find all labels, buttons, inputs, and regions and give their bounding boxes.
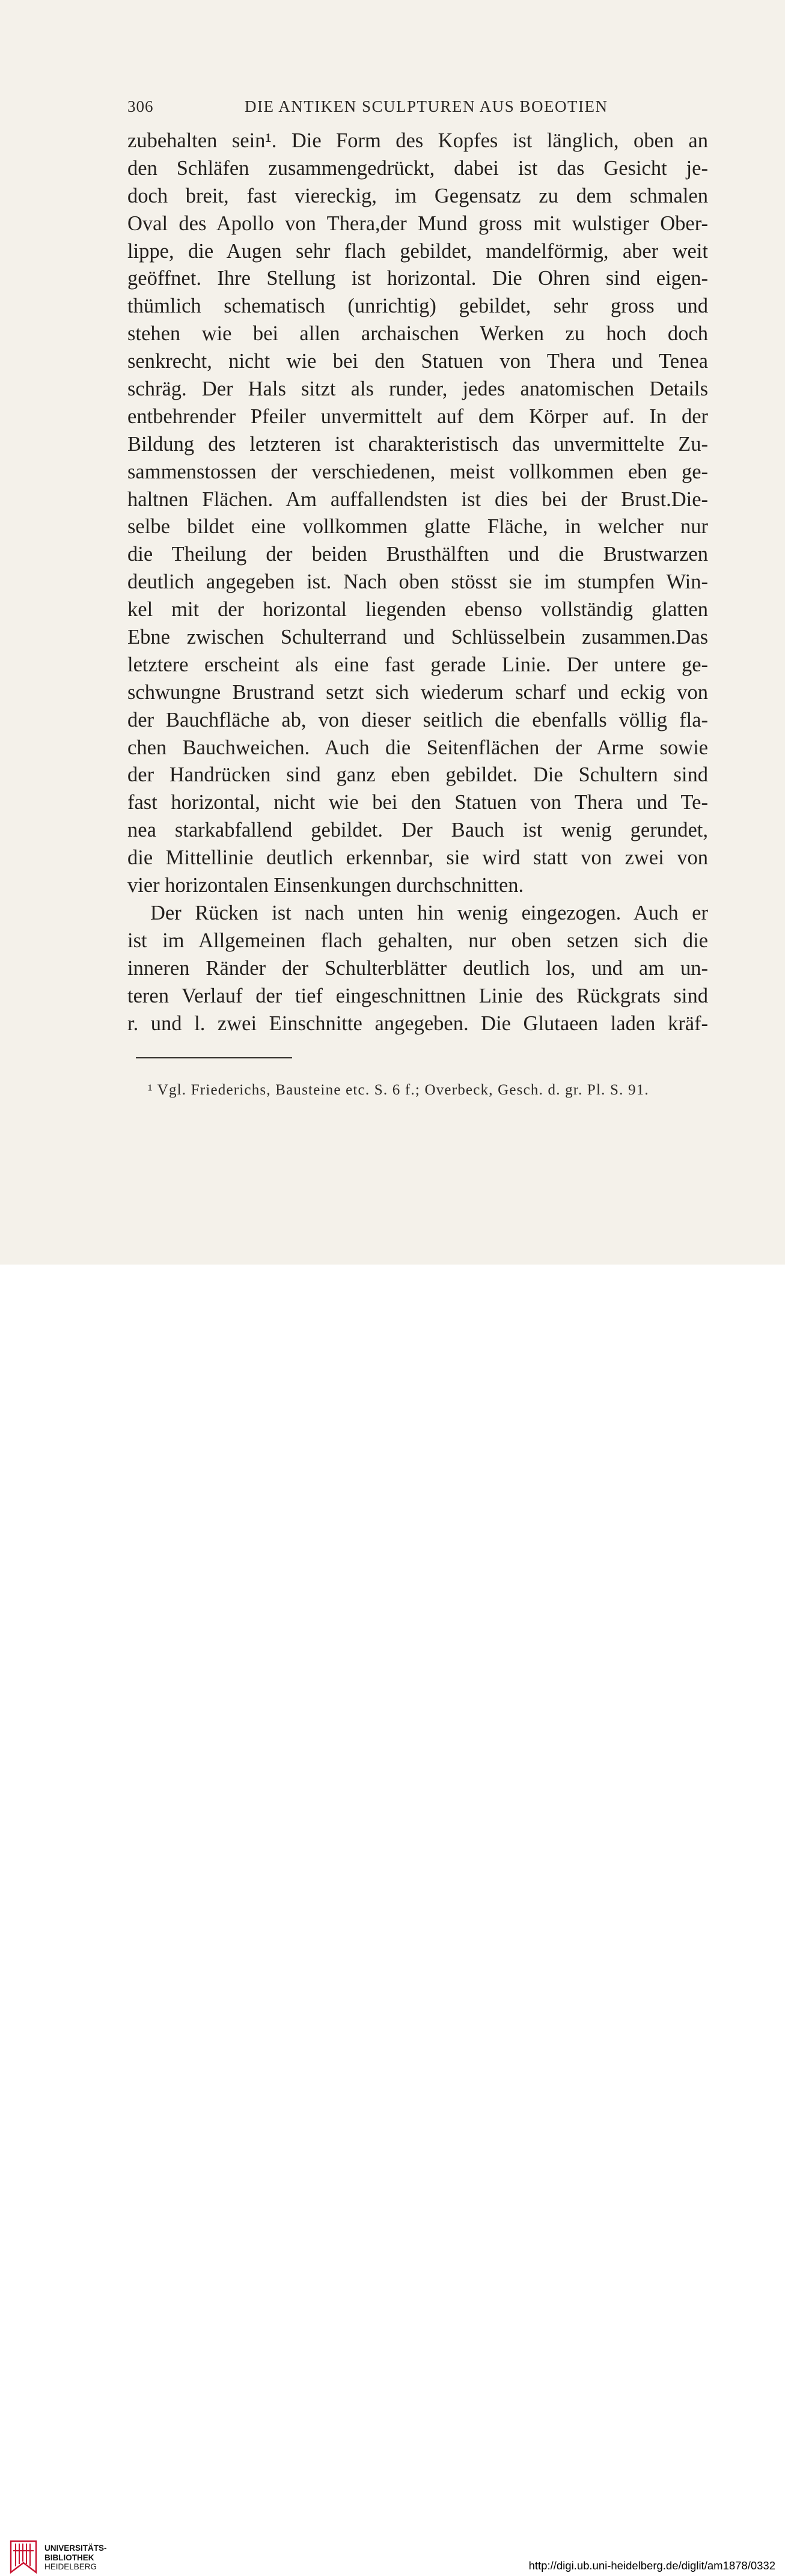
text-line: der Bauchfläche ab, von dieser seitlich die ebenfalls völlig fla- <box>127 708 708 731</box>
text-line: die Mittellinie deutlich erkennbar, sie wird statt von zwei von <box>127 846 708 870</box>
footnote-divider <box>136 1057 292 1058</box>
text-line: entbehrender Pfeiler unvermittelt auf dem Körper auf. In der <box>127 404 708 428</box>
text-line: deutlich angegeben ist. Nach oben stösst sie im stumpfen Win- <box>127 570 708 594</box>
text-line: Oval des Apollo von Thera,der Mund gross mit wulstiger Ober- <box>127 212 708 235</box>
text-line: sammenstossen der verschiedenen, meist vollkommen eben ge- <box>127 460 708 483</box>
text-line: thümlich schematisch (unrichtig) gebildet, sehr gross und <box>127 295 708 318</box>
text-line: die Theilung der beiden Brusthälften und die Brustwarzen <box>127 543 708 566</box>
footnote: ¹ Vgl. Friederichs, Bausteine etc. S. 6 f.; Overbeck, Gesch. d. gr. Pl. S. 91. <box>148 1082 649 1098</box>
paragraph-end-line: vier horizontalen Einsenkungen durchschnitten. <box>127 874 524 897</box>
text-line: doch breit, fast viereckig, im Gegensatz zu dem schmalen <box>127 184 708 207</box>
text-line: nea starkabfallend gebildet. Der Bauch ist wenig gerundet, <box>127 819 708 842</box>
body-text <box>127 127 708 1037</box>
text-line: teren Verlauf der tief eingeschnittnen Linie des Rückgrats sind <box>127 984 708 1007</box>
library-name: UNIVERSITÄTS- BIBLIOTHEK HEIDELBERG <box>44 2544 107 2571</box>
digitization-footer <box>0 1265 785 2572</box>
text-line: selbe bildet eine vollkommen glatte Fläche, in welcher nur <box>127 515 708 539</box>
text-line: senkrecht, nicht wie bei den Statuen von Thera und Tenea <box>127 350 708 373</box>
text-line: geöffnet. Ihre Stellung ist horizontal. Die Ohren sind eigen- <box>127 267 708 290</box>
scanned-page <box>0 0 785 1265</box>
page-number: 306 <box>127 97 154 115</box>
text-line: inneren Ränder der Schulterblätter deutlich los, und am un- <box>127 956 708 980</box>
text-line: Bildung des letzteren ist charakteristisch das unvermittelte Zu- <box>127 432 708 456</box>
text-line: zubehalten sein¹. Die Form des Kopfes ist länglich, oben an <box>127 129 708 152</box>
text-line: den Schläfen zusammengedrückt, dabei ist das Gesicht je- <box>127 156 708 180</box>
text-line: der Handrücken sind ganz eben gebildet. Die Schultern sind <box>127 763 708 787</box>
running-title: DIE ANTIKEN SCULPTUREN AUS BOEOTIEN <box>245 97 608 115</box>
text-line: r. und l. zwei Einschnitte angegeben. Die Glutaeen laden kräf- <box>127 1012 708 1035</box>
text-line: schwungne Brustrand setzt sich wiederum scharf und eckig von <box>127 680 708 704</box>
text-line: Ebne zwischen Schulterrand und Schlüsselbein zusammen.Das <box>127 626 708 649</box>
text-line: letztere erscheint als eine fast gerade Linie. Der untere ge- <box>127 653 708 676</box>
university-seal-icon <box>7 2538 40 2576</box>
permalink[interactable]: http://digi.ub.uni-heidelberg.de/diglit/am1878/0332 <box>528 2559 775 2572</box>
text-line: stehen wie bei allen archaischen Werken zu hoch doch <box>127 322 708 346</box>
text-line: fast horizontal, nicht wie bei den Statuen von Thera und Te- <box>127 791 708 814</box>
text-line: haltnen Flächen. Am auffallendsten ist dies bei der Brust.Die- <box>127 487 708 511</box>
text-line: schräg. Der Hals sitzt als runder, jedes anatomischen Details <box>127 377 708 401</box>
text-line: ist im Allgemeinen flach gehalten, nur oben setzen sich die <box>127 929 708 952</box>
text-line: kel mit der horizontal liegenden ebenso vollständig glatten <box>127 598 708 621</box>
text-line: lippe, die Augen sehr flach gebildet, mandelförmig, aber weit <box>127 239 708 263</box>
paragraph-start-line: Der Rücken ist nach unten hin wenig eingezogen. Auch er <box>150 901 708 924</box>
text-line: chen Bauchweichen. Auch die Seitenflächen der Arme sowie <box>127 736 708 759</box>
page-header <box>127 94 708 120</box>
